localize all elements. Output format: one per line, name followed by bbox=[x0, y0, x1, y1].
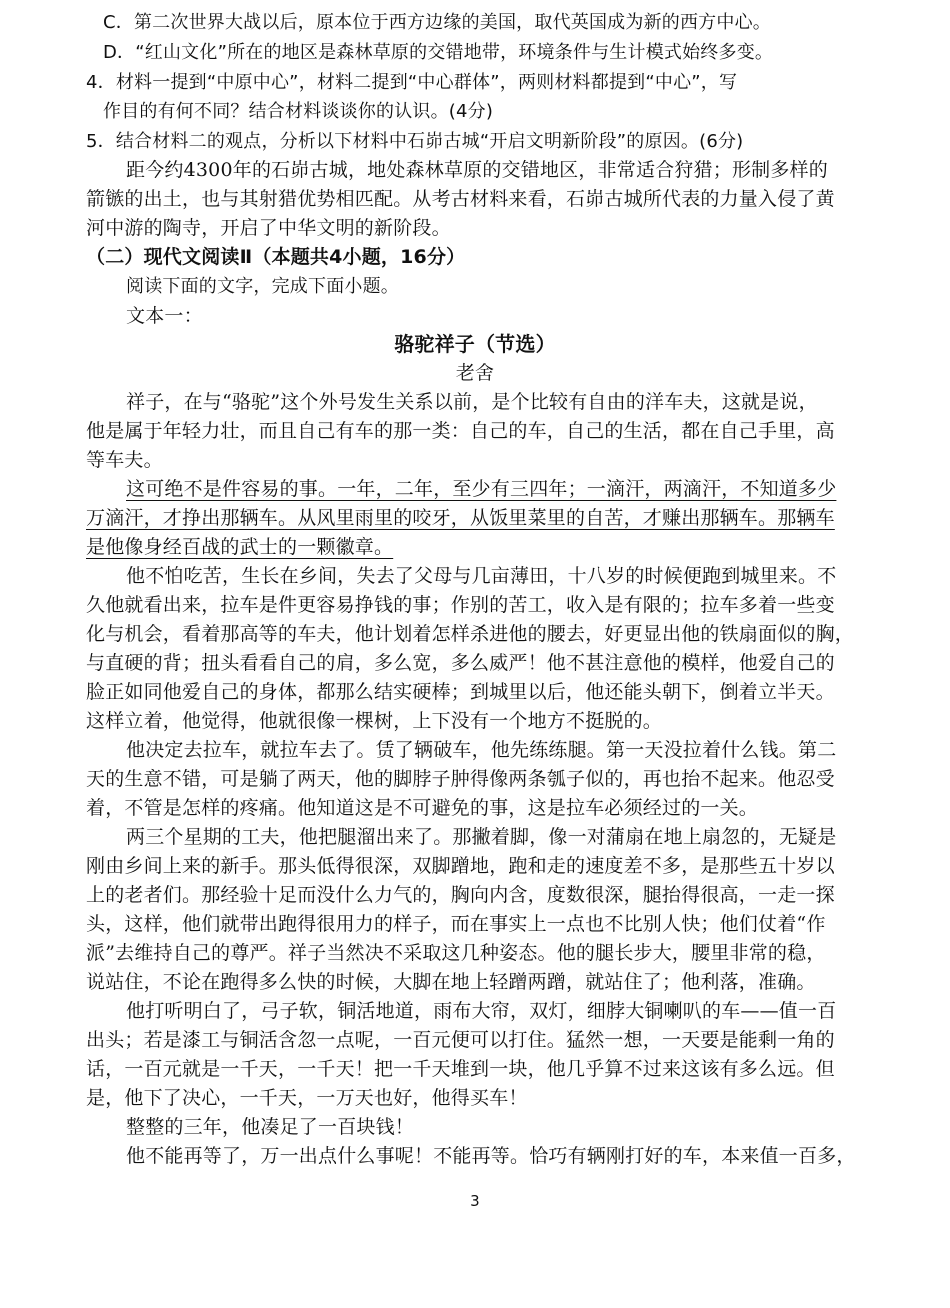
text-label: 文本一： bbox=[126, 305, 203, 327]
question-4-line-2: 作目的有何不同？结合材料谈谈你的认识。(4分) bbox=[103, 101, 494, 122]
paragraph-line: 话，一百元就是一千天，一千天！把一千天堆到一块，他几乎算不过来这该有多么远。但 bbox=[86, 1058, 835, 1080]
paragraph-line: 与直硬的背；扭头看看自己的肩，多么宽，多么威严！他不甚注意他的模样，他爱自己的 bbox=[86, 652, 835, 674]
question-4-line-1: 4．材料一提到“中原中心”，材料二提到“中心群体”，两则材料都提到“中心”，写 bbox=[86, 72, 738, 93]
paragraph-line: 他是属于年轻力壮，而且自己有车的那一类：自己的车，自己的生活，都在自己手里，高 bbox=[86, 420, 835, 442]
paragraph-line: 他不能再等了，万一出点什么事呢！不能再等。恰巧有辆刚打好的车，本来值一百多， bbox=[126, 1145, 856, 1167]
question-5-material-line: 箭镞的出土，也与其射猎优势相匹配。从考古材料来看，石峁古城所代表的力量入侵了黄 bbox=[86, 188, 835, 210]
paragraph-line: 说站住，不论在跑得多么快的时候，大脚在地上轻蹭两蹭，就站住了；他利落，准确。 bbox=[86, 971, 816, 993]
paragraph-line: 他决定去拉车，就拉车去了。赁了辆破车，他先练练腿。第一天没拉着什么钱。第二 bbox=[126, 739, 837, 761]
paragraph-line: 整整的三年，他凑足了一百块钱！ bbox=[126, 1116, 415, 1138]
passage-author: 老舍 bbox=[455, 362, 495, 384]
paragraph-line: 这样立着，他觉得，他就很像一棵树，上下没有一个地方不挺脱的。 bbox=[86, 710, 663, 732]
underlined-line: 万滴汗，才挣出那辆车。从风里雨里的咬牙，从饭里菜里的自苦，才赚出那辆车。那辆车 bbox=[86, 507, 835, 529]
paragraph-line: 久他就看出来，拉车是件更容易挣钱的事；作别的苦工，收入是有限的；拉车多着一些变 bbox=[86, 594, 835, 616]
paragraph-line: 天的生意不错，可是躺了两天，他的脚脖子肿得像两条瓠子似的，再也抬不起来。他忍受 bbox=[86, 768, 835, 790]
paragraph-line: 祥子，在与“骆驼”这个外号发生关系以前，是个比较有自由的洋车夫，这就是说， bbox=[126, 391, 818, 413]
paragraph-line: 他不怕吃苦，生长在乡间，失去了父母与几亩薄田，十八岁的时候便跑到城里来。不 bbox=[126, 565, 837, 587]
paragraph-line: 脸正如同他爱自己的身体，都那么结实硬棒；到城里以后，他还能头朝下，倒着立半天。 bbox=[86, 681, 835, 703]
paragraph-line: 两三个星期的工夫，他把腿溜出来了。那撇着脚，像一对蒲扇在地上扇忽的，无疑是 bbox=[126, 826, 837, 848]
paragraph-line: 他打听明白了，弓子软，铜活地道，雨布大帘，双灯，细脖大铜喇叭的车——值一百 bbox=[126, 1000, 837, 1022]
paragraph-line: 头，这样，他们就带出跑得很用力的样子，而在事实上一点也不比别人快；他们仗着“作 bbox=[86, 913, 826, 935]
passage-title: 骆驼祥子（节选） bbox=[394, 332, 556, 356]
underlined-line: 是他像身经百战的武士的一颗徽章。 bbox=[86, 536, 394, 558]
paragraph-line: 是，他下了决心，一千天，一万天也好，他得买车！ bbox=[86, 1087, 528, 1109]
paragraph-line: 出头；若是漆工与铜活含忽一点呢，一百元便可以打住。猛然一想，一天要是能剩一角的 bbox=[86, 1029, 835, 1051]
option-c: C．第二次世界大战以后，原本位于西方边缘的美国，取代英国成为新的西方中心。 bbox=[103, 12, 771, 33]
paragraph-line: 着，不管是怎样的疼痛。他知道这是不可避免的事，这是拉车必须经过的一关。 bbox=[86, 797, 759, 819]
section-instruction: 阅读下面的文字，完成下面小题。 bbox=[126, 276, 399, 297]
paragraph-line: 化与机会，看着那高等的车夫，他计划着怎样杀进他的腰去，好更显出他的铁扇面似的胸， bbox=[86, 623, 855, 645]
underlined-line: 这可绝不是件容易的事。一年，二年，至少有三四年；一滴汗，两滴汗，不知道多少 bbox=[126, 478, 837, 500]
page-number: 3 bbox=[470, 1192, 480, 1210]
section-heading: （二）现代文阅读Ⅱ（本题共4小题，16分） bbox=[86, 246, 466, 268]
question-5-material-line: 河中游的陶寺，开启了中华文明的新阶段。 bbox=[86, 217, 451, 239]
paragraph-line: 派”去维持自己的尊严。祥子当然决不采取这几种姿态。他的腿长步大，腰里非常的稳， bbox=[86, 942, 826, 964]
paragraph-line: 上的老者们。那经验十足而没什么力气的，胸向内含，度数很深，腿抬得很高，一走一探 bbox=[86, 884, 835, 906]
option-d: D．“红山文化”所在的地区是森林草原的交错地带，环境条件与生计模式始终多变。 bbox=[103, 42, 774, 63]
question-5: 5．结合材料二的观点，分析以下材料中石峁古城“开启文明新阶段”的原因。(6分) bbox=[86, 131, 744, 152]
question-5-material-line: 距今约4300年的石峁古城，地处森林草原的交错地区，非常适合狩猎；形制多样的 bbox=[126, 159, 828, 181]
paragraph-line: 刚由乡间上来的新手。那头低得很深，双脚蹭地，跑和走的速度差不多，是那些五十岁以 bbox=[86, 855, 835, 877]
paragraph-line: 等车夫。 bbox=[86, 449, 163, 471]
